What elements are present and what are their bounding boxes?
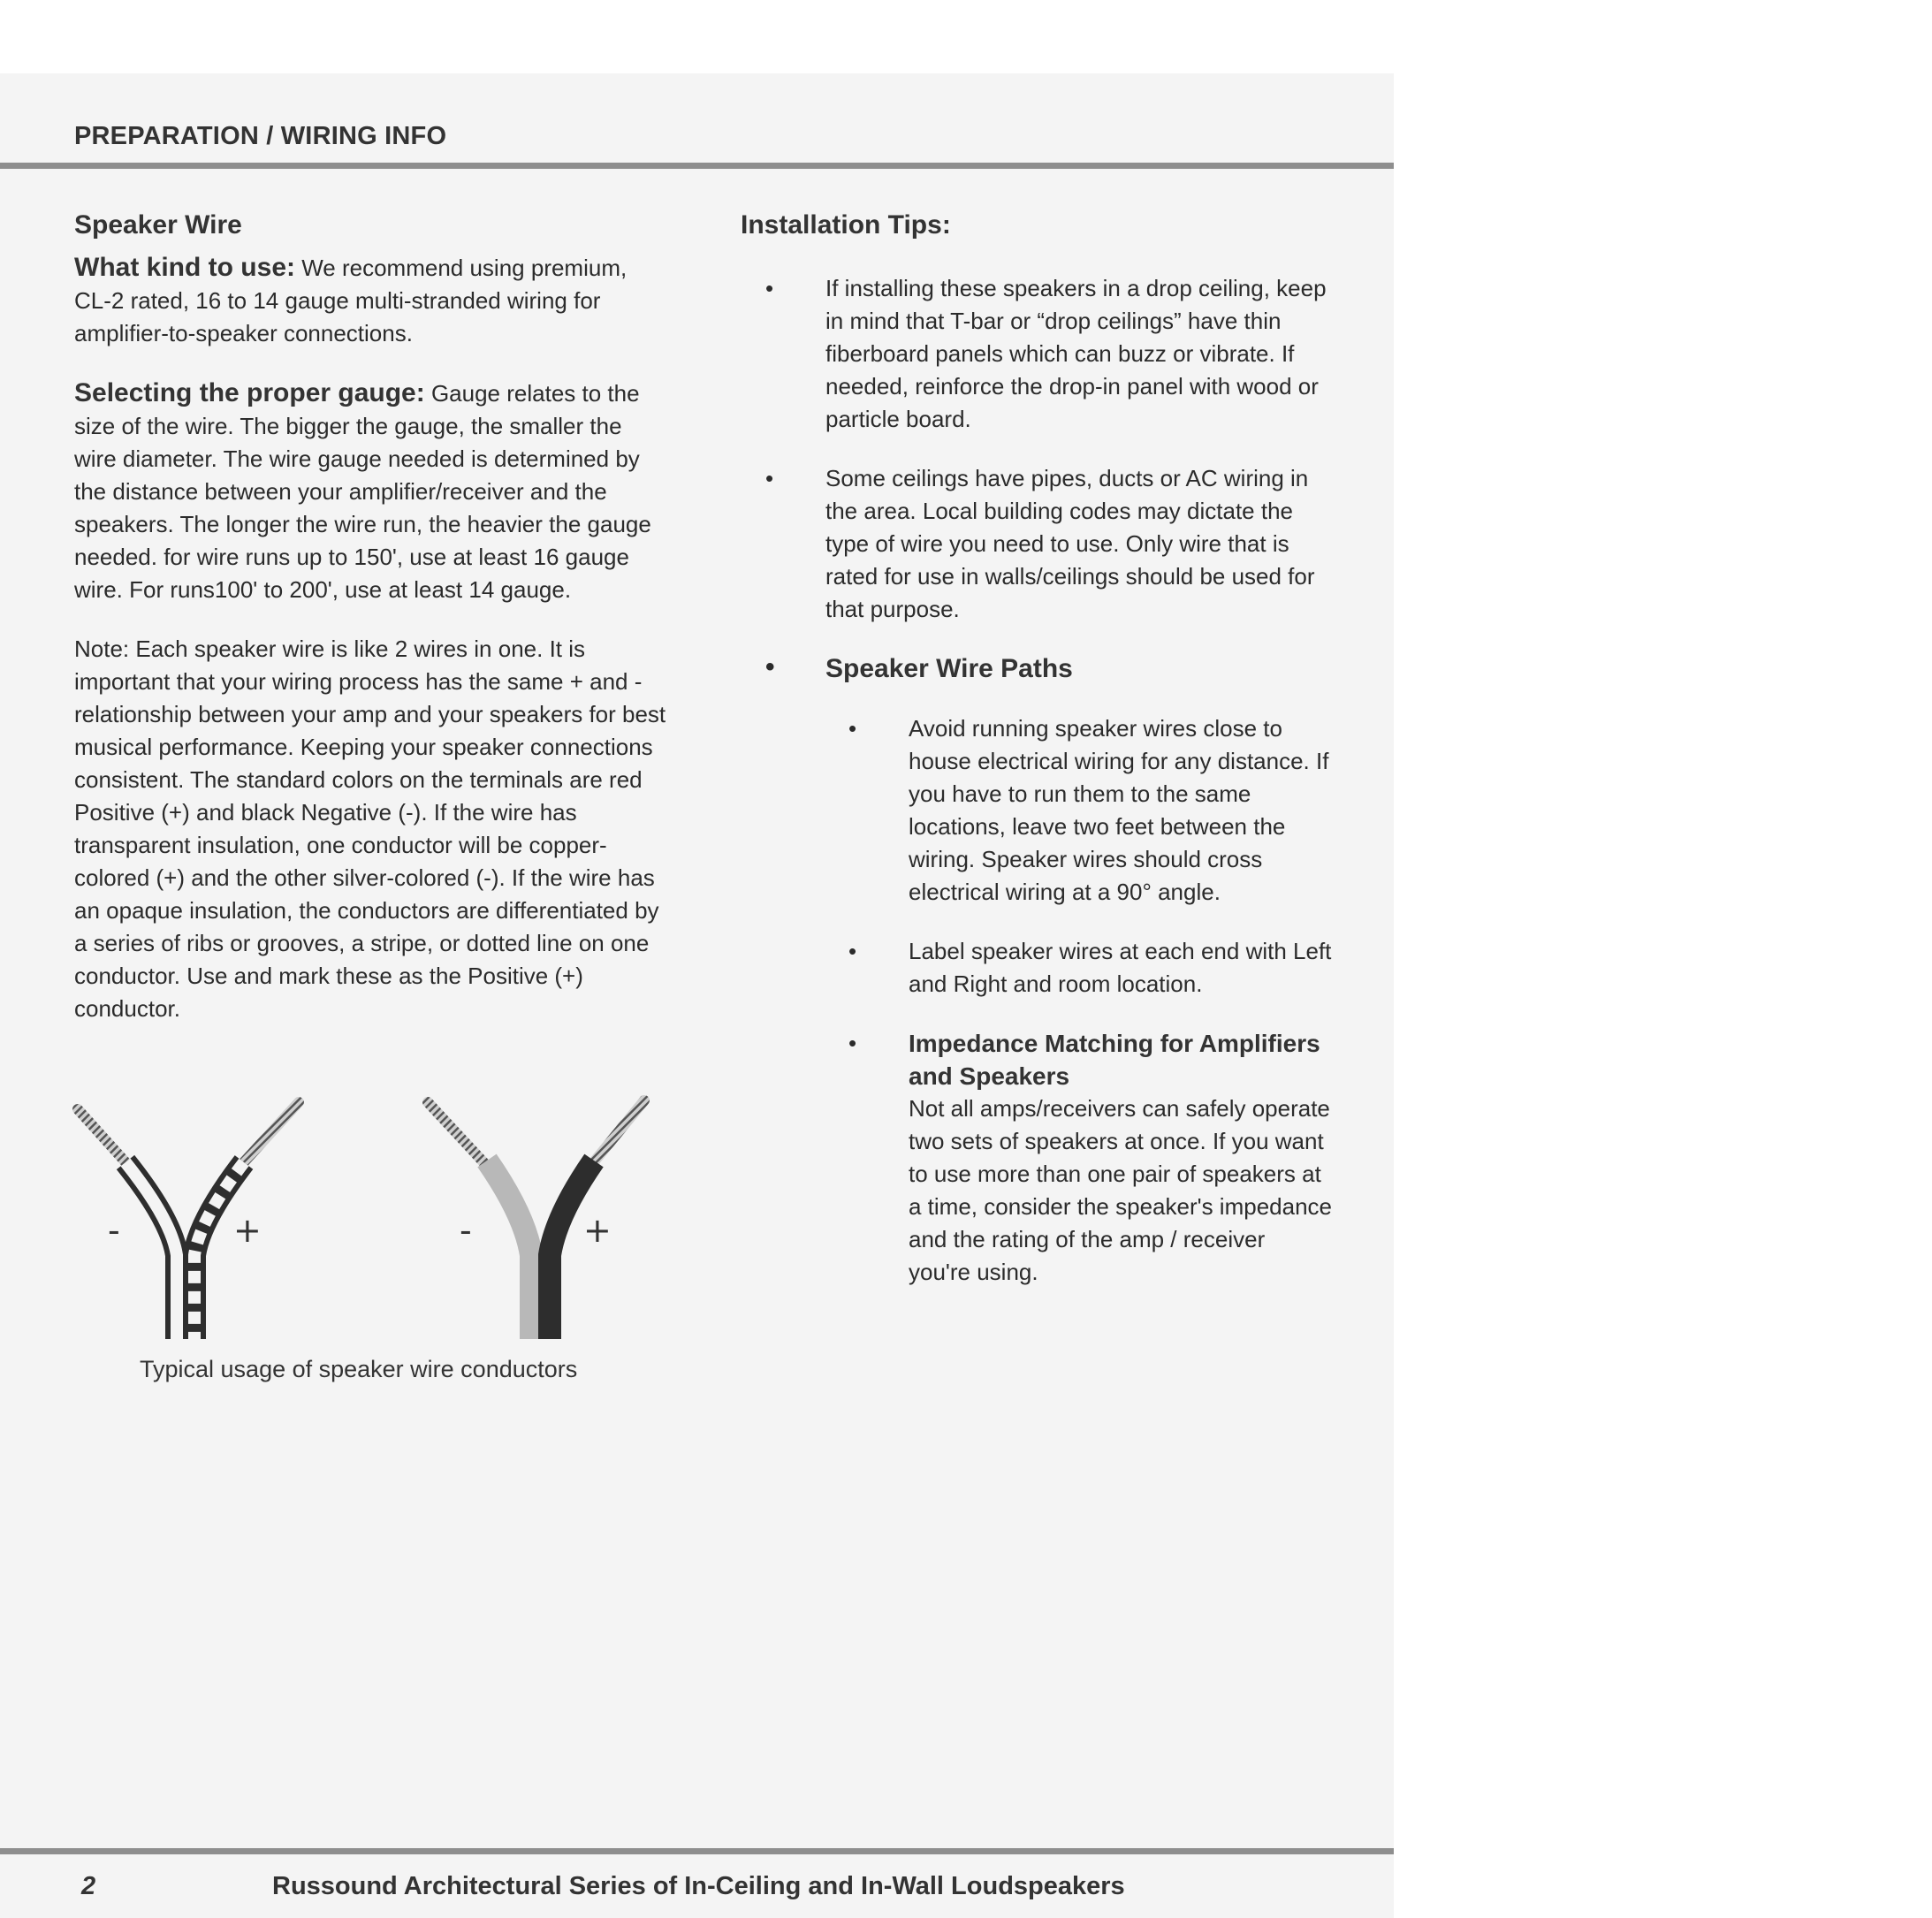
- left-column: [74, 209, 666, 1025]
- what-kind-paragraph: [74, 251, 666, 350]
- tip-item: [741, 462, 1333, 626]
- gauge-paragraph: [74, 377, 666, 606]
- path-item: [741, 935, 1333, 1001]
- bullet-icon: •: [848, 1030, 857, 1056]
- plus-label: +: [233, 1211, 262, 1250]
- impedance-item: [741, 1027, 1333, 1289]
- header-rule: [0, 163, 1394, 169]
- gauge-label: Selecting the proper gauge:: [74, 378, 425, 407]
- bullet-icon: •: [848, 715, 857, 742]
- striped-wire-icon: [428, 1100, 644, 1339]
- note-paragraph: Note: Each speaker wire is like 2 wires in one. It is important that your wiring process has the same + and - relationship between your amp and your speakers for best musical performance. Keeping your speaker connections consistent. The standard colors on the terminals are red Positive (+) and black Negative (-). If the wire has transparent insulation, one conductor will be copper-colored (+) and the other silver-colored (-). If the wire has an opaque insulation, the conductors are differentiated by a series of ribs or grooves, a stripe, or dotted line on one conductor. Use and mark these as the Positive (+) conductor.: [74, 636, 666, 1022]
- path-text: Label speaker wires at each end with Left and Right and room location.: [909, 938, 1332, 997]
- page-number: 2: [81, 1872, 96, 1900]
- bullet-icon: •: [765, 275, 774, 301]
- ribbed-wire-icon: [78, 1102, 299, 1339]
- wire-paths-item: [741, 652, 1333, 686]
- footer-title: Russound Architectural Series of In-Ceiling and In-Wall Loudspeakers: [272, 1872, 1125, 1900]
- bullet-icon: •: [765, 465, 774, 491]
- path-text: Avoid running speaker wires close to house electrical wiring for any distance. If you have to run them to the same locations, leave two feet between the wiring. Speaker wires should cross electrical wiring at a 90° angle.: [909, 715, 1329, 905]
- footer-rule: [0, 1848, 1394, 1854]
- what-kind-text: We recommend using premium, CL-2 rated, 16 to 14 gauge multi-stranded wiring for amplifier-to-speaker connections.: [74, 255, 628, 346]
- bullet-icon: •: [848, 938, 857, 964]
- minus-label: -: [460, 1211, 472, 1250]
- what-kind-label: What kind to use:: [74, 253, 295, 282]
- speaker-wire-heading: Speaker Wire: [74, 210, 242, 240]
- impedance-heading: Impedance Matching for Amplifiers and Speakers: [909, 1030, 1320, 1090]
- plus-label: +: [583, 1211, 612, 1250]
- figure-caption: Typical usage of speaker wire conductors: [140, 1356, 578, 1382]
- tip-text: Some ceilings have pipes, ducts or AC wiring in the area. Local building codes may dictate the type of wire you need to use. Only wire that is rated for use in walls/ceilings should be used for that purpose.: [825, 465, 1315, 622]
- bullet-icon: •: [765, 652, 775, 681]
- section-header: PREPARATION / WIRING INFO: [74, 122, 447, 150]
- tip-text: If installing these speakers in a drop ceiling, keep in mind that T-bar or “drop ceilings” have thin fiberboard panels which can buzz or vibrate. If needed, reinforce the drop-in panel with wood or particle board.: [825, 275, 1327, 432]
- right-column: [741, 209, 1333, 1289]
- wire-conductors-figure: [65, 1092, 684, 1348]
- tip-item: [741, 272, 1333, 436]
- impedance-text: Not all amps/receivers can safely operate two sets of speakers at once. If you want to use more than one pair of speakers at a time, consider the speaker's impedance and the rating of the amp / receiver you're using.: [909, 1095, 1332, 1285]
- gauge-text: Gauge relates to the size of the wire. The bigger the gauge, the smaller the wire diameter. The wire gauge needed is determined by the distance between your amplifier/receiver and the speakers. The longer the wire run, the heavier the gauge needed. for wire runs up to 150', use at least 16 gauge wire. For runs100' to 200', use at least 14 gauge.: [74, 380, 651, 603]
- wire-paths-heading: Speaker Wire Paths: [825, 654, 1073, 683]
- path-item: [741, 712, 1333, 909]
- minus-label: -: [108, 1211, 120, 1250]
- installation-tips-heading: Installation Tips:: [741, 210, 951, 240]
